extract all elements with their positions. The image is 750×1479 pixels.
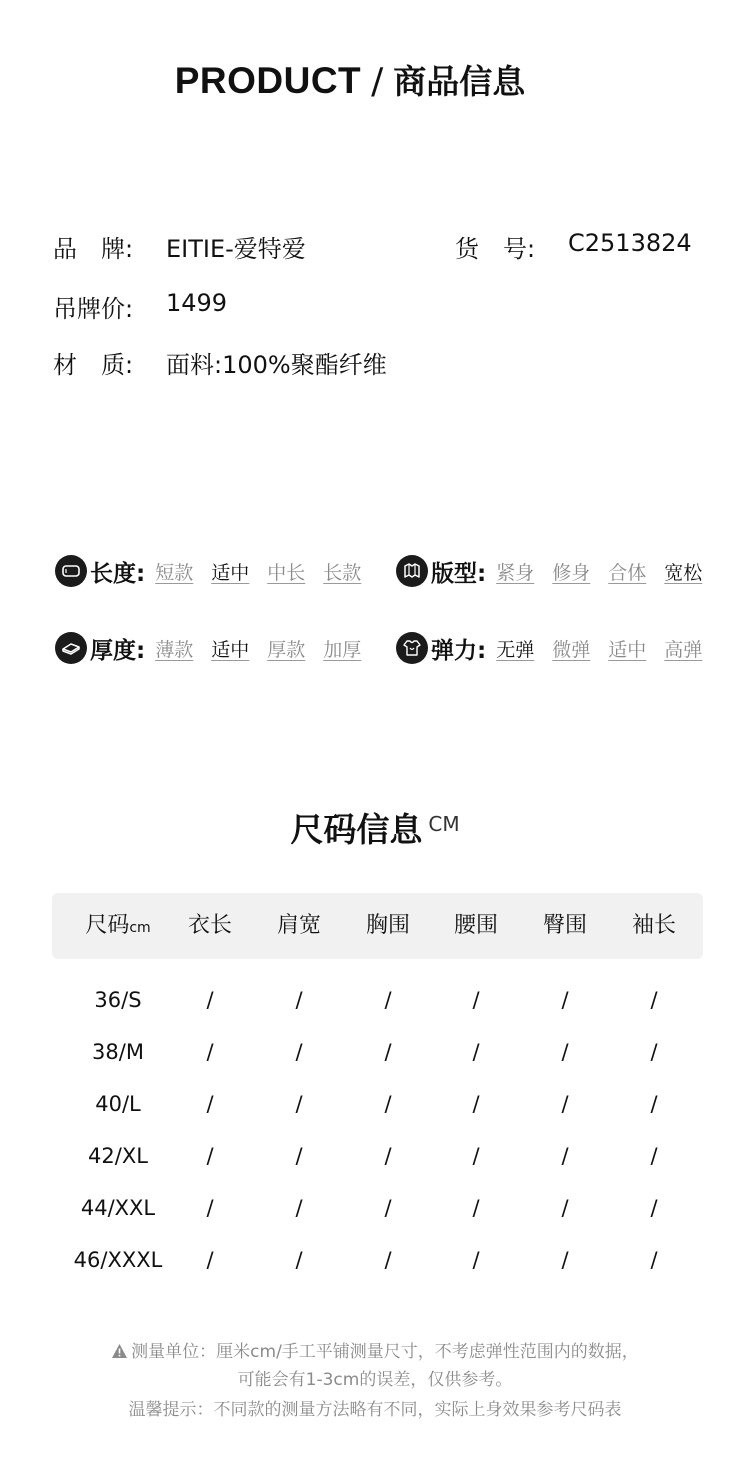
row-value-cell: / xyxy=(206,1144,214,1168)
option-length-2: 中长 xyxy=(267,561,306,584)
row-size-cell: 46/XXXL xyxy=(73,1248,163,1272)
option-fit-3: 宽松 xyxy=(664,561,703,584)
sku-row xyxy=(455,229,705,264)
header-col-3: 腰围 xyxy=(453,913,498,938)
attr-length-options xyxy=(155,558,361,585)
row-value-cell: / xyxy=(384,988,392,1012)
row-value-cell: / xyxy=(295,1092,303,1116)
attr-elasticity-options xyxy=(496,635,702,662)
note-line-2: 可能会有1-3cm的误差，仅供参考。 xyxy=(237,1370,513,1390)
header-col-4: 臀围 xyxy=(542,913,587,938)
row-value-cell: / xyxy=(295,1196,303,1220)
row-value-cell: / xyxy=(472,988,480,1012)
table-row xyxy=(52,1084,703,1124)
row-size-cell: 36/S xyxy=(94,988,142,1012)
brand-row xyxy=(53,229,353,264)
option-length-0: 短款 xyxy=(155,561,194,584)
table-row xyxy=(52,1032,703,1072)
price-label: 吊牌价: xyxy=(53,295,134,323)
row-value-cell: / xyxy=(295,1040,303,1064)
option-fit-1: 修身 xyxy=(552,561,591,584)
row-size-cell: 44/XXL xyxy=(80,1196,156,1220)
header-col-2: 胸围 xyxy=(365,913,410,938)
row-value-cell: / xyxy=(472,1040,480,1064)
row-value-cell: / xyxy=(472,1196,480,1220)
attr-thickness-label: 厚度: xyxy=(90,637,146,664)
sku-label: 货 号: xyxy=(455,235,536,263)
row-value-cell: / xyxy=(561,1092,569,1116)
row-value-cell: / xyxy=(561,1196,569,1220)
row-value-cell: / xyxy=(650,1040,658,1064)
header-size-text: 尺码 xyxy=(85,913,130,938)
sku-value: C2513824 xyxy=(568,229,692,257)
note-line-3: 温馨提示：不同款的测量方法略有不同，实际上身效果参考尺码表 xyxy=(128,1400,622,1420)
option-fit-2: 合体 xyxy=(608,561,647,584)
title-english: PRODUCT xyxy=(174,60,362,101)
row-value-cell: / xyxy=(384,1196,392,1220)
option-elasticity-1: 微弹 xyxy=(552,638,591,661)
row-value-cell: / xyxy=(384,1040,392,1064)
option-length-3: 长款 xyxy=(323,561,362,584)
material-value: 面料:100%聚酯纤维 xyxy=(166,351,387,379)
row-value-cell: / xyxy=(650,988,658,1012)
brand-label: 品 牌: xyxy=(53,235,134,263)
length-icon xyxy=(55,555,87,587)
row-value-cell: / xyxy=(295,1144,303,1168)
table-row xyxy=(52,980,703,1020)
option-thickness-3: 加厚 xyxy=(323,638,362,661)
row-size-cell: 42/XL xyxy=(88,1144,148,1168)
brand-value: EITIE-爱特爱 xyxy=(166,235,306,263)
size-table-header xyxy=(52,893,703,959)
table-row xyxy=(52,1136,703,1176)
row-value-cell: / xyxy=(561,1040,569,1064)
row-value-cell: / xyxy=(206,1248,214,1272)
size-title-text: 尺码信息 xyxy=(290,810,423,849)
elasticity-icon xyxy=(396,632,428,664)
row-value-cell: / xyxy=(206,1196,214,1220)
note-line-1-text: 测量单位：厘米cm/手工平铺测量尺寸，不考虑弹性范围内的数据， xyxy=(131,1342,639,1362)
attr-fit-options xyxy=(496,558,702,585)
attr-elasticity xyxy=(396,631,702,665)
price-row xyxy=(53,289,353,324)
table-row xyxy=(52,1188,703,1228)
attr-thickness-options xyxy=(155,635,361,662)
header-col-1: 肩宽 xyxy=(276,913,321,938)
price-value: 1499 xyxy=(166,289,228,317)
row-value-cell: / xyxy=(206,1092,214,1116)
option-length-1: 适中 xyxy=(211,561,250,584)
row-size-cell: 38/M xyxy=(92,1040,144,1064)
note-line-1 xyxy=(0,1337,750,1364)
attr-thickness xyxy=(55,631,361,665)
row-value-cell: / xyxy=(472,1248,480,1272)
size-title-unit: CM xyxy=(428,812,460,836)
row-value-cell: / xyxy=(650,1144,658,1168)
row-size-cell: 40/L xyxy=(95,1092,141,1116)
row-value-cell: / xyxy=(650,1196,658,1220)
option-thickness-1: 适中 xyxy=(211,638,250,661)
thickness-icon xyxy=(55,632,87,664)
option-elasticity-0: 无弹 xyxy=(496,638,535,661)
row-value-cell: / xyxy=(472,1144,480,1168)
header-col-0: 衣长 xyxy=(187,913,232,938)
row-value-cell: / xyxy=(295,988,303,1012)
option-elasticity-3: 高弹 xyxy=(664,638,703,661)
header-size xyxy=(70,893,166,959)
row-value-cell: / xyxy=(206,1040,214,1064)
fit-icon xyxy=(396,555,428,587)
material-row xyxy=(53,345,453,380)
attr-fit xyxy=(396,554,702,588)
row-value-cell: / xyxy=(472,1092,480,1116)
row-value-cell: / xyxy=(561,1248,569,1272)
table-row xyxy=(52,1240,703,1280)
row-value-cell: / xyxy=(384,1144,392,1168)
row-value-cell: / xyxy=(295,1248,303,1272)
size-table-title xyxy=(0,804,750,851)
warning-icon xyxy=(111,1343,128,1364)
row-value-cell: / xyxy=(384,1092,392,1116)
option-elasticity-2: 适中 xyxy=(608,638,647,661)
row-value-cell: / xyxy=(561,1144,569,1168)
header-col-5: 袖长 xyxy=(631,913,676,938)
attr-elasticity-label: 弹力: xyxy=(431,637,487,664)
row-value-cell: / xyxy=(561,988,569,1012)
attr-length-label: 长度: xyxy=(90,560,146,587)
header-size-unit: cm xyxy=(129,920,151,936)
row-value-cell: / xyxy=(650,1248,658,1272)
option-thickness-2: 厚款 xyxy=(267,638,306,661)
page-title xyxy=(0,56,700,103)
attr-fit-label: 版型: xyxy=(431,560,487,587)
title-chinese: 商品信息 xyxy=(393,62,526,101)
attr-length xyxy=(55,554,361,588)
row-value-cell: / xyxy=(650,1092,658,1116)
title-separator: / xyxy=(371,61,384,102)
material-label: 材 质: xyxy=(53,351,134,379)
row-value-cell: / xyxy=(206,988,214,1012)
option-fit-0: 紧身 xyxy=(496,561,535,584)
option-thickness-0: 薄款 xyxy=(155,638,194,661)
row-value-cell: / xyxy=(384,1248,392,1272)
